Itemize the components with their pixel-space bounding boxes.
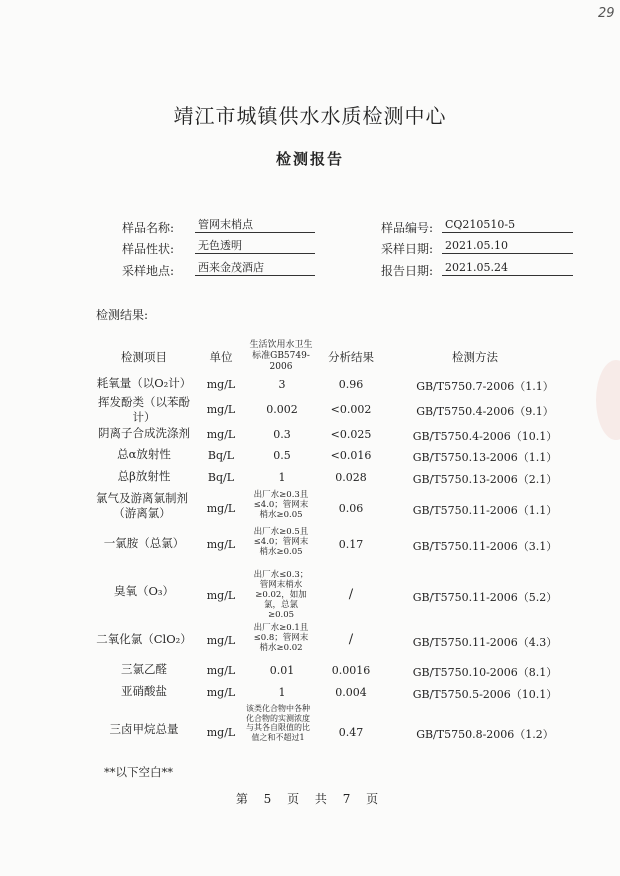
- row-method: GB/T5750.11-2006（5.2）: [412, 591, 558, 604]
- sample-name-label: 样品名称:: [122, 221, 175, 235]
- row-standard: 0.01: [269, 664, 295, 677]
- row-unit: mg/L: [206, 726, 236, 739]
- row-method: GB/T5750.4-2006（10.1）: [412, 430, 558, 443]
- header-result: 分析结果: [328, 350, 374, 364]
- row-unit: mg/L: [206, 664, 236, 677]
- row-method: GB/T5750.7-2006（1.1）: [416, 380, 554, 393]
- row-item: 耗氧量（以O₂计）: [96, 376, 192, 390]
- end-of-content-note: **以下空白**: [104, 765, 173, 779]
- row-method: GB/T5750.13-2006（2.1）: [412, 473, 558, 486]
- row-standard: 1: [278, 471, 286, 484]
- row-result: 0.028: [335, 471, 367, 484]
- row-method: GB/T5750.8-2006（1.2）: [416, 728, 554, 741]
- row-unit: mg/L: [206, 538, 236, 551]
- row-result: 0.004: [335, 686, 367, 699]
- sample-id-value: CQ210510-5: [442, 218, 573, 233]
- row-item: 臭氧（O₃）: [113, 584, 175, 598]
- row-unit: mg/L: [206, 589, 236, 602]
- row-result: 0.47: [338, 726, 364, 739]
- row-unit: mg/L: [206, 403, 236, 416]
- row-method: GB/T5750.10-2006（8.1）: [412, 666, 558, 679]
- sample-property-label: 样品性状:: [122, 242, 175, 256]
- handwritten-page-number: 29: [598, 6, 615, 21]
- row-item: 阴离子合成洗涤剂: [98, 426, 190, 440]
- sampling-date-value: 2021.05.10: [442, 239, 573, 254]
- row-result: <0.016: [330, 449, 372, 462]
- row-standard: 1: [278, 686, 286, 699]
- row-unit: Bq/L: [207, 449, 235, 462]
- row-standard: 出厂水≤0.3；管网末梢水≥0.02，如加氯，总氯≥0.05: [253, 570, 309, 620]
- row-standard: 0.002: [266, 403, 298, 416]
- header-item: 检测项目: [121, 350, 167, 364]
- row-method: GB/T5750.13-2006（1.1）: [412, 451, 558, 464]
- row-item: 亚硝酸盐: [121, 684, 167, 698]
- row-item: 总α放射性: [117, 447, 171, 461]
- row-standard: 0.3: [273, 428, 291, 441]
- sample-name-value: 管网末梢点: [195, 218, 315, 233]
- row-result: 0.0016: [331, 664, 371, 677]
- row-result: <0.002: [330, 403, 372, 416]
- sample-property-value: 无色透明: [195, 239, 315, 254]
- row-result: 0.17: [338, 538, 364, 551]
- row-standard: 3: [278, 378, 286, 391]
- sampling-site-label: 采样地点:: [122, 264, 175, 278]
- row-result: /: [348, 632, 354, 647]
- row-standard: 出厂水≥0.1且≤0.8；管网末梢水≥0.02: [253, 623, 309, 653]
- report-date-value: 2021.05.24: [442, 261, 573, 276]
- row-item: 三氯乙醛: [121, 662, 167, 676]
- row-item: 氯气及游离氯制剂（游离氯）: [96, 491, 188, 520]
- row-standard: 出厂水≥0.3且≤4.0；管网末梢水≥0.05: [253, 490, 309, 520]
- row-unit: mg/L: [206, 428, 236, 441]
- row-unit: mg/L: [206, 634, 236, 647]
- row-method: GB/T5750.11-2006（4.3）: [412, 636, 558, 649]
- row-unit: mg/L: [206, 502, 236, 515]
- results-heading: 检测结果:: [96, 308, 149, 322]
- row-method: GB/T5750.11-2006（1.1）: [412, 504, 558, 517]
- report-date-label: 报告日期:: [381, 264, 434, 278]
- row-method: GB/T5750.5-2006（10.1）: [412, 688, 558, 701]
- row-unit: Bq/L: [207, 471, 235, 484]
- row-unit: mg/L: [206, 378, 236, 391]
- row-item: 挥发酚类（以苯酚计）: [98, 395, 190, 424]
- sampling-site-value: 西来金茂酒店: [195, 261, 315, 276]
- row-item: 一氯胺（总氯）: [103, 536, 185, 550]
- row-standard: 出厂水≥0.5且≤4.0；管网末梢水≥0.05: [253, 527, 309, 557]
- header-standard: 生活饮用水卫生标准GB5749-2006: [249, 340, 313, 372]
- row-unit: mg/L: [206, 686, 236, 699]
- row-result: 0.06: [338, 502, 364, 515]
- row-item: 二氧化氯（ClO₂）: [96, 632, 192, 646]
- report-organization-title: 靖江市城镇供水水质检测中心: [173, 104, 447, 128]
- header-method: 检测方法: [452, 350, 498, 364]
- page-number-footer: 第 5 页 共 7 页: [235, 792, 385, 806]
- header-unit: 单位: [209, 350, 233, 364]
- row-item: 三卤甲烷总量: [109, 722, 179, 736]
- row-method: GB/T5750.11-2006（3.1）: [412, 540, 558, 553]
- report-title: 检测报告: [275, 150, 344, 168]
- sampling-date-label: 采样日期:: [381, 242, 434, 256]
- red-stamp-mark: [596, 360, 620, 440]
- row-item: 总β放射性: [117, 469, 171, 483]
- row-result: 0.96: [338, 378, 364, 391]
- row-standard: 0.5: [273, 449, 291, 462]
- row-result: /: [348, 587, 354, 602]
- row-result: <0.025: [330, 428, 372, 441]
- row-method: GB/T5750.4-2006（9.1）: [416, 405, 554, 418]
- sample-id-label: 样品编号:: [381, 221, 434, 235]
- row-standard: 该类化合物中各种化合物的实测浓度与其各自限值的比值之和不超过1: [246, 704, 310, 742]
